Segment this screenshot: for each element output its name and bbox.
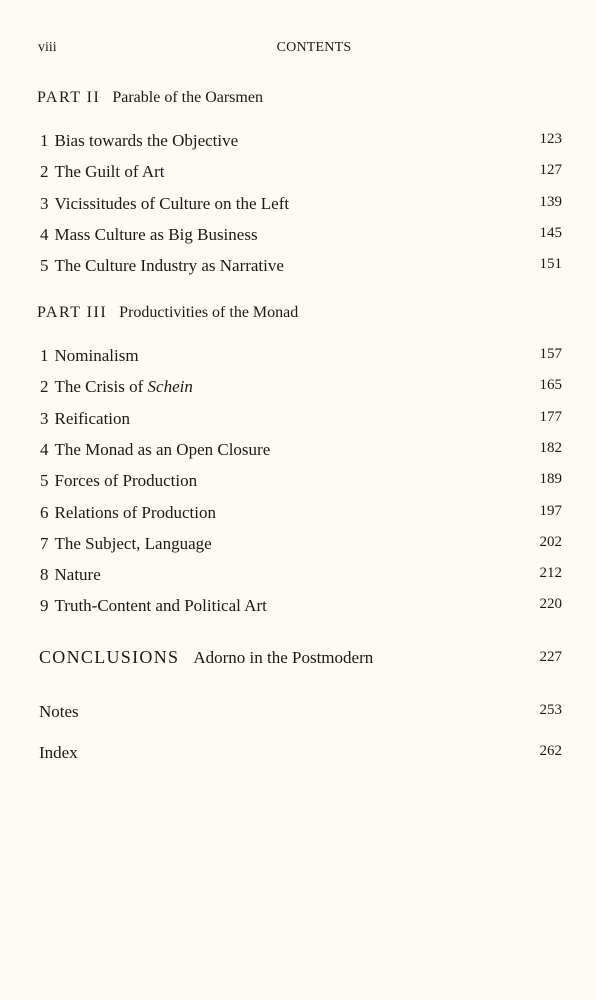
toc-entry bbox=[40, 440, 562, 462]
chapter-number: 4 bbox=[40, 225, 49, 244]
toc-entry bbox=[40, 596, 562, 618]
conclusions-entry bbox=[39, 647, 562, 671]
notes-entry bbox=[39, 702, 562, 726]
index-title: Index bbox=[39, 743, 78, 762]
conclusions-title: Adorno in the Postmodern bbox=[193, 648, 374, 667]
chapter-number: 5 bbox=[40, 256, 49, 275]
page-number: 165 bbox=[539, 377, 562, 393]
part-label: PART II bbox=[37, 89, 101, 106]
chapter-number: 9 bbox=[40, 596, 49, 615]
chapter-title bbox=[55, 377, 193, 396]
chapter-number: 5 bbox=[40, 471, 49, 490]
chapter-title: The Monad as an Open Closure bbox=[54, 440, 271, 459]
chapter-number: 6 bbox=[40, 503, 49, 522]
page-number: 151 bbox=[539, 256, 562, 272]
page-number: 177 bbox=[539, 409, 562, 425]
chapter-number: 7 bbox=[40, 534, 49, 553]
toc-entry bbox=[40, 471, 562, 493]
part-title: Parable of the Oarsmen bbox=[112, 89, 263, 106]
chapter-title: Nature bbox=[54, 565, 101, 584]
chapter-number: 8 bbox=[40, 565, 49, 584]
chapter-title: Vicissitudes of Culture on the Left bbox=[54, 194, 290, 213]
index-entry bbox=[39, 743, 562, 767]
chapter-title: Reification bbox=[54, 409, 131, 428]
chapter-number: 2 bbox=[40, 377, 49, 396]
chapter-number: 4 bbox=[40, 440, 49, 459]
toc-entry bbox=[40, 503, 562, 525]
chapter-number: 3 bbox=[40, 409, 49, 428]
page-number: 145 bbox=[539, 225, 562, 241]
running-head-title: CONTENTS bbox=[276, 40, 352, 55]
part-title: Productivities of the Monad bbox=[119, 304, 299, 321]
chapter-title: Mass Culture as Big Business bbox=[54, 225, 258, 244]
page-number: 127 bbox=[539, 162, 562, 178]
page-number: 212 bbox=[539, 565, 562, 581]
page-number: 189 bbox=[539, 471, 562, 487]
chapter-title: The Culture Industry as Narrative bbox=[54, 256, 284, 275]
chapter-title: Forces of Production bbox=[54, 471, 198, 490]
page-number: 157 bbox=[539, 346, 562, 362]
page-number: 253 bbox=[539, 702, 562, 718]
chapter-number: 1 bbox=[40, 131, 49, 150]
chapter-title: Nominalism bbox=[54, 346, 139, 365]
chapter-number: 1 bbox=[40, 346, 49, 365]
page-number: 123 bbox=[539, 131, 562, 147]
toc-entry bbox=[40, 565, 562, 587]
page-number: 220 bbox=[539, 596, 562, 612]
toc-entry bbox=[40, 194, 562, 216]
page-number: 227 bbox=[539, 649, 562, 665]
folio: viii bbox=[38, 40, 57, 55]
notes-title: Notes bbox=[39, 702, 79, 721]
toc-entry bbox=[40, 377, 562, 399]
page-number: 202 bbox=[539, 534, 562, 550]
toc-entry bbox=[40, 346, 562, 368]
toc-entry bbox=[40, 131, 562, 153]
part-heading bbox=[37, 89, 560, 107]
page-number: 262 bbox=[539, 743, 562, 759]
toc-entry bbox=[40, 225, 562, 247]
chapter-title: Truth-Content and Political Art bbox=[54, 596, 267, 615]
running-head bbox=[38, 38, 560, 58]
chapter-title: The Guilt of Art bbox=[54, 162, 165, 181]
chapter-title: Relations of Production bbox=[54, 503, 216, 522]
chapter-number: 2 bbox=[40, 162, 49, 181]
toc-entry bbox=[40, 162, 562, 184]
chapter-number: 3 bbox=[40, 194, 49, 213]
chapter-title: The Subject, Language bbox=[54, 534, 212, 553]
toc-entry bbox=[40, 409, 562, 431]
conclusions-label: CONCLUSIONS bbox=[39, 647, 180, 667]
page-number: 182 bbox=[539, 440, 562, 456]
toc-entry bbox=[40, 534, 562, 556]
page-number: 197 bbox=[539, 503, 562, 519]
page-number: 139 bbox=[539, 194, 562, 210]
part-label: PART III bbox=[37, 304, 108, 321]
chapter-title: Bias towards the Objective bbox=[54, 131, 239, 150]
chapter-title-italic: Schein bbox=[147, 377, 193, 396]
part-heading bbox=[37, 304, 560, 322]
chapter-title-text: The Crisis of bbox=[54, 377, 148, 396]
toc-entry bbox=[40, 256, 562, 278]
